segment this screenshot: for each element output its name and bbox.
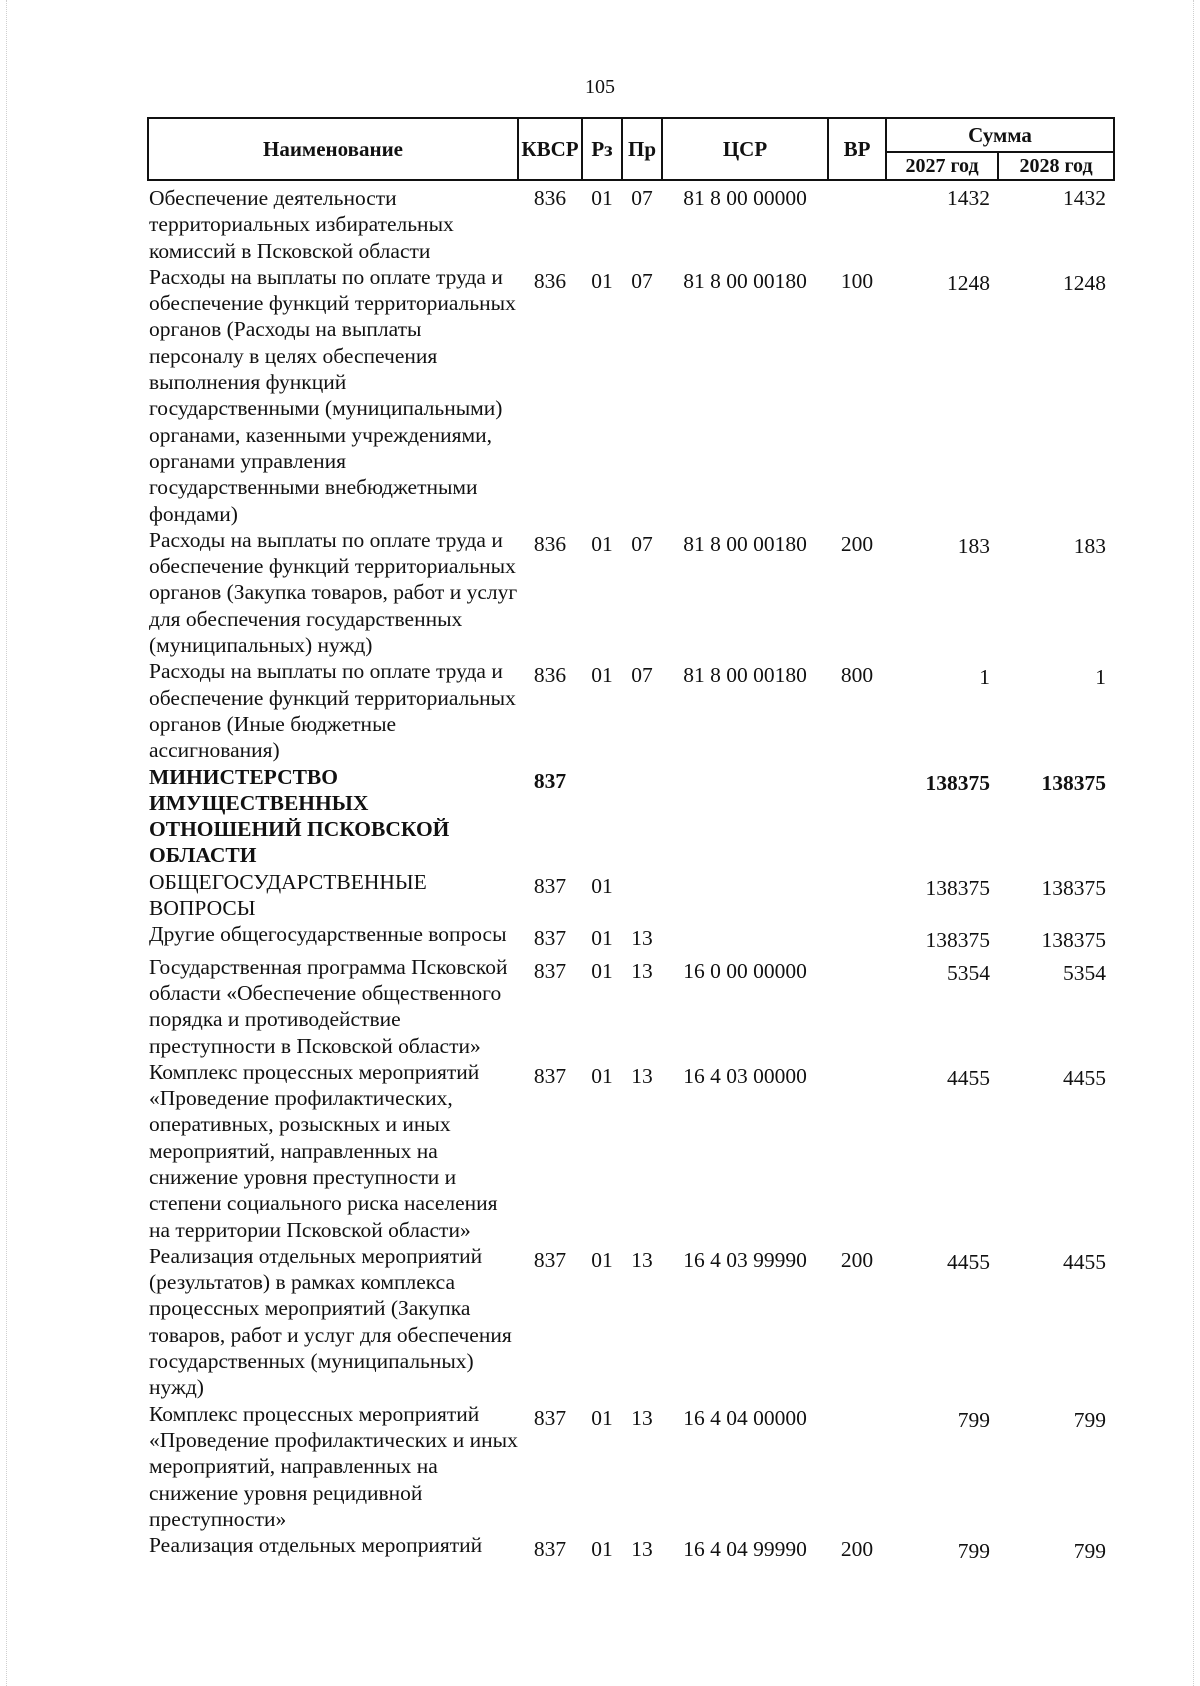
header-pr: Пр (622, 118, 662, 180)
row-csr: 81 8 00 00180 (683, 268, 807, 293)
row-csr: 16 0 00 00000 (683, 958, 807, 983)
row-name: Расходы на выплаты по оплате труда и обеспечение функций территориальных органов (Иные бюджетные ассигнования) (149, 659, 516, 763)
scan-edge-right (1193, 0, 1200, 1686)
row-name: Другие общегосударственные вопросы (149, 922, 507, 947)
row-vr: 100 (840, 268, 874, 293)
table-row (148, 1532, 1114, 1564)
row-csr (662, 869, 828, 922)
table-row (148, 869, 1114, 922)
header-year-2027: 2027 год (886, 152, 998, 180)
row-sum-2027: 799 (957, 1407, 990, 1432)
row-rz: 01 (591, 1405, 613, 1430)
header-rz: Рз (582, 118, 622, 180)
row-pr: 07 (631, 531, 653, 556)
header-sum: Сумма (886, 118, 1114, 152)
row-name: Государственная программа Псковской области «Обеспечение общественного порядка и противодействие преступности в Псковской области» (149, 954, 508, 1058)
row-sum-2027: 5354 (947, 960, 990, 985)
row-csr: 81 8 00 00180 (683, 663, 807, 688)
row-pr: 07 (631, 186, 653, 210)
row-sum-2028: 5354 (1063, 960, 1106, 985)
table-row (148, 764, 1114, 869)
row-rz: 01 (591, 268, 613, 293)
table-row (148, 180, 1114, 264)
table-row (148, 921, 1114, 953)
row-kvsr: 837 (533, 873, 567, 898)
row-csr: 16 4 04 99990 (683, 1537, 807, 1562)
row-vr (828, 921, 886, 953)
row-pr (622, 869, 662, 922)
row-pr: 13 (631, 1405, 653, 1430)
row-sum-2028: 799 (1073, 1407, 1106, 1432)
budget-table (147, 117, 1115, 1564)
table-row (148, 264, 1114, 527)
row-csr: 81 8 00 00000 (683, 186, 807, 210)
row-csr (662, 764, 828, 869)
row-sum-2028: 4455 (1063, 1065, 1106, 1090)
row-kvsr: 836 (533, 663, 567, 688)
page-number: 105 (585, 76, 615, 98)
row-vr (828, 764, 886, 869)
row-name: Комплекс процессных мероприятий «Проведение профилактических, оперативных, розыскных и иных мероприятий, направленных на снижение уровня преступности и степени социального риска населения на территории Псковской области» (149, 1059, 498, 1242)
row-pr: 07 (631, 268, 653, 293)
row-sum-2027: 4455 (947, 1249, 990, 1274)
row-rz: 01 (591, 958, 613, 983)
table-body (148, 180, 1114, 1564)
row-vr: 200 (840, 1537, 874, 1562)
row-csr: 16 4 03 00000 (683, 1063, 807, 1088)
row-csr: 81 8 00 00180 (683, 531, 807, 556)
row-kvsr: 837 (533, 1247, 567, 1272)
row-sum-2027: 1 (979, 665, 990, 690)
row-name: Расходы на выплаты по оплате труда и обеспечение функций территориальных органов (Закупка товаров, работ и услуг для обеспечения государственных (муниципальных) нужд) (149, 527, 518, 658)
row-rz (582, 764, 622, 869)
row-sum-2028: 4455 (1063, 1249, 1106, 1274)
row-vr (828, 180, 886, 264)
row-kvsr: 837 (533, 768, 567, 793)
table-row (148, 954, 1114, 1059)
row-rz: 01 (591, 1063, 613, 1088)
row-pr: 13 (631, 958, 653, 983)
row-sum-2027: 4455 (947, 1065, 990, 1090)
header-vr: ВР (828, 118, 886, 180)
row-name: Реализация отдельных мероприятий (149, 1533, 483, 1558)
row-sum-2028: 1 (1095, 665, 1106, 690)
row-rz: 01 (591, 926, 613, 951)
row-sum-2027: 183 (957, 533, 990, 558)
header-year-2028: 2028 год (998, 152, 1114, 180)
row-csr: 16 4 04 00000 (683, 1405, 807, 1430)
table-row (148, 527, 1114, 658)
row-vr (828, 1401, 886, 1532)
row-kvsr: 837 (533, 958, 567, 983)
row-sum-2028: 183 (1073, 533, 1106, 558)
row-vr: 200 (840, 531, 874, 556)
row-sum-2027: 138375 (925, 770, 990, 795)
row-vr: 800 (840, 663, 874, 688)
row-csr: 16 4 03 99990 (683, 1247, 807, 1272)
row-rz: 01 (591, 186, 613, 210)
row-sum-2028: 799 (1073, 1539, 1106, 1564)
row-kvsr: 836 (533, 531, 567, 556)
row-sum-2028: 138375 (1041, 770, 1106, 795)
row-sum-2027: 138375 (925, 875, 990, 900)
row-kvsr: 836 (533, 186, 567, 210)
table-row (148, 1401, 1114, 1532)
row-sum-2027: 138375 (925, 928, 990, 953)
row-sum-2027: 799 (957, 1539, 990, 1564)
row-rz: 01 (591, 663, 613, 688)
row-vr (828, 1059, 886, 1243)
row-sum-2028: 138375 (1041, 875, 1106, 900)
table-header (148, 118, 1114, 180)
header-csr: ЦСР (662, 118, 828, 180)
row-pr: 13 (631, 926, 653, 951)
row-sum-2028: 1248 (1063, 270, 1106, 295)
row-name: Комплекс процессных мероприятий «Проведение профилактических и иных мероприятий, направленных на снижение уровня рецидивной преступности» (149, 1401, 518, 1531)
row-name: Реализация отдельных мероприятий (результатов) в рамках комплекса процессных мероприятий (Закупка товаров, работ и услуг для обеспечения государственных (муниципальных) нужд) (149, 1243, 512, 1400)
row-kvsr: 837 (533, 1063, 567, 1088)
row-name: Обеспечение деятельности территориальных избирательных комиссий в Псковской области (149, 186, 454, 263)
table-row (148, 1243, 1114, 1401)
row-pr: 13 (631, 1063, 653, 1088)
row-sum-2027: 1248 (947, 270, 990, 295)
table-row (148, 658, 1114, 763)
row-rz: 01 (591, 1537, 613, 1562)
row-rz: 01 (591, 873, 613, 898)
row-pr: 07 (631, 663, 653, 688)
row-sum-2028: 1432 (1063, 186, 1106, 210)
row-name: МИНИСТЕРСТВО ИМУЩЕСТВЕННЫХ ОТНОШЕНИЙ ПСКОВСКОЙ ОБЛАСТИ (149, 764, 450, 868)
header-kvsr: КВСР (518, 118, 582, 180)
row-csr (662, 921, 828, 953)
row-vr: 200 (840, 1247, 874, 1272)
row-name: Расходы на выплаты по оплате труда и обеспечение функций территориальных органов (Расходы на выплаты персоналу в целях обеспечения выполнения функций государственными (муниципальными) органами, казенными учреждениями, органами управления государственными внебюджетными фондами) (149, 264, 516, 526)
row-vr (828, 869, 886, 922)
row-kvsr: 837 (533, 1405, 567, 1430)
row-rz: 01 (591, 531, 613, 556)
row-sum-2028: 138375 (1041, 928, 1106, 953)
row-kvsr: 837 (533, 926, 567, 951)
row-name: ОБЩЕГОСУДАРСТВЕННЫЕ ВОПРОСЫ (149, 869, 427, 921)
row-rz: 01 (591, 1247, 613, 1272)
row-kvsr: 837 (533, 1537, 567, 1562)
row-pr: 13 (631, 1247, 653, 1272)
header-name: Наименование (148, 118, 518, 180)
row-pr (622, 764, 662, 869)
table-row (148, 1059, 1114, 1243)
scan-edge-left (0, 0, 7, 1686)
row-sum-2027: 1432 (947, 186, 990, 210)
row-vr (828, 954, 886, 1059)
row-pr: 13 (631, 1537, 653, 1562)
row-kvsr: 836 (533, 268, 567, 293)
